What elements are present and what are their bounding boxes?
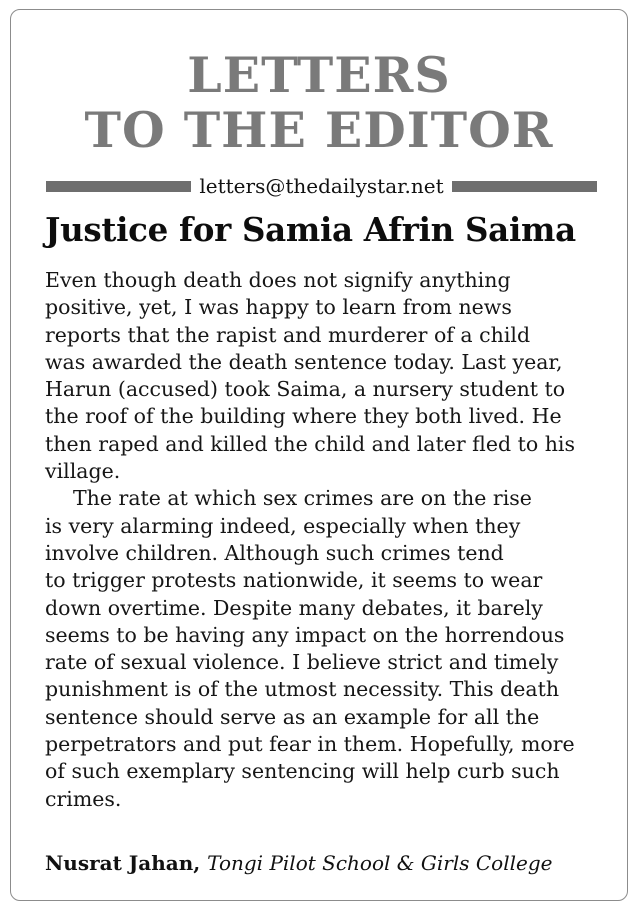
body-line: village. [45, 459, 121, 484]
letter-signature [45, 848, 615, 878]
body-line: the roof of the building where they both lived. He [45, 404, 562, 429]
letter-headline: Justice for Samia Afrin Saima [45, 210, 576, 249]
section-masthead [11, 48, 627, 158]
body-line: Even though death does not signify anything [45, 268, 511, 292]
body-line: was awarded the death sentence today. Last year, [45, 349, 563, 374]
body-line: perpetrators and put fear in them. Hopefully, more [45, 732, 575, 757]
author-name: Nusrat Jahan, [45, 851, 208, 875]
author-affiliation: Tongi Pilot School & Girls College [207, 851, 553, 875]
editor-email[interactable]: letters@thedailystar.net [199, 174, 444, 198]
right-divider-bar [452, 181, 597, 192]
body-line: down overtime. Despite many debates, it barely [45, 595, 543, 620]
body-line: positive, yet, I was happy to learn from news [45, 295, 512, 320]
body-line: to trigger protests nationwide, it seems to wear [45, 568, 543, 593]
masthead-line-2: TO THE EDITOR [84, 101, 554, 159]
body-line: is very alarming indeed, especially when they [45, 513, 521, 538]
body-line: seems to be having any impact on the horrendous [45, 622, 565, 647]
left-divider-bar [46, 181, 191, 192]
body-line: of such exemplary sentencing will help curb such [45, 759, 560, 784]
body-line: reports that the rapist and murderer of a child [45, 322, 531, 347]
letter-body [45, 267, 610, 813]
body-line: crimes. [45, 786, 122, 811]
email-divider [46, 174, 597, 202]
body-line: Harun (accused) took Saima, a nursery student to [45, 377, 566, 402]
masthead-line-1: LETTERS [187, 46, 451, 104]
body-line: rate of sexual violence. I believe strict and timely [45, 650, 559, 675]
body-line: sentence should serve as an example for all the [45, 704, 540, 729]
body-line: then raped and killed the child and later fled to his [45, 431, 576, 456]
letter-card [10, 9, 628, 901]
body-line: punishment is of the utmost necessity. This death [45, 677, 560, 702]
body-line: involve children. Although such crimes tend [45, 540, 504, 565]
body-line: The rate at which sex crimes are on the rise [73, 486, 532, 511]
